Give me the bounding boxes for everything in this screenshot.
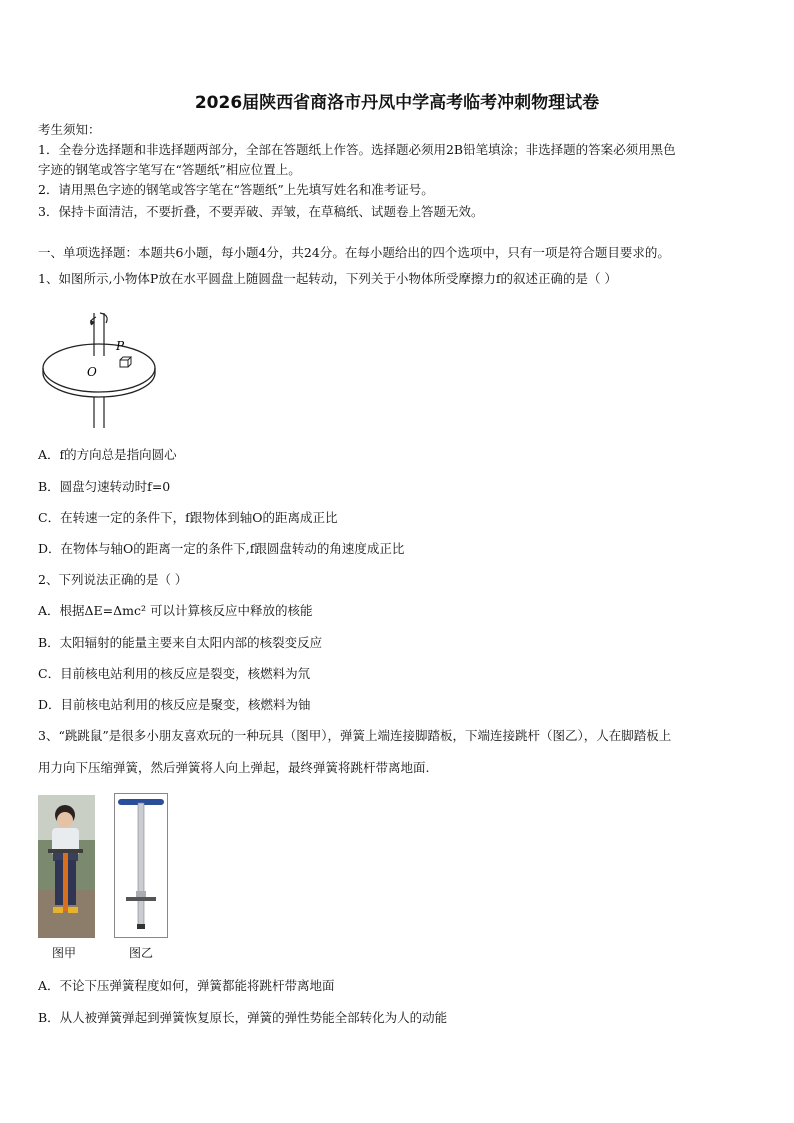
q3-option-b: B．从人被弹簧弹起到弹簧恢复原长，弹簧的弹性势能全部转化为人的动能 [38, 1010, 448, 1025]
caption-figure-b: 图乙 [129, 946, 154, 960]
q2-option-a: A．根据ΔE=Δmc² 可以计算核反应中释放的核能 [38, 603, 313, 618]
rotating-disc-figure [38, 303, 168, 433]
q3-option-a: A．不论下压弹簧程度如何，弹簧都能将跳杆带离地面 [38, 978, 335, 993]
label-o: O [87, 365, 97, 379]
question-3-stem-line2: 用力向下压缩弹簧，然后弹簧将人向上弹起，最终弹簧将跳杆带离地面. [38, 760, 430, 775]
caption-figure-a: 图甲 [52, 946, 77, 960]
q1-option-c: C．在转速一定的条件下，f跟物体到轴O的距离成正比 [38, 510, 338, 525]
notice-item: 3．保持卡面清洁，不要折叠，不要弄破、弄皱，在草稿纸、试题卷上答题无效。 [38, 204, 484, 219]
q2-option-d: D．目前核电站利用的核反应是聚变，核燃料为铀 [38, 697, 311, 712]
question-2-stem: 2、下列说法正确的是（ ） [38, 572, 188, 587]
q1-option-d: D．在物体与轴O的距离一定的条件下,f跟圆盘转动的角速度成正比 [38, 541, 405, 556]
notice-item: 字迹的钢笔或答字笔写在“答题纸”相应位置上。 [38, 162, 301, 177]
question-3-stem-line1: 3、“跳跳鼠”是很多小朋友喜欢玩的一种玩具（图甲），弹簧上端连接脚踏板，下端连接跳杆（图乙），人在脚踏板上 [38, 728, 672, 743]
notice-heading: 考生须知： [38, 122, 101, 137]
pogo-stick-figure [114, 793, 168, 938]
section-heading: 一、单项选择题：本题共6小题，每小题4分，共24分。在每小题给出的四个选项中，只有一项是符合题目要求的。 [38, 245, 670, 260]
q1-option-b: B．圆盘匀速转动时f=0 [38, 479, 171, 494]
question-1-stem: 1、如图所示,小物体P放在水平圆盘上随圆盘一起转动，下列关于小物体所受摩擦力f的叙述正确的是（ ） [38, 271, 617, 286]
label-p: P [116, 339, 125, 353]
q2-option-b: B．太阳辐射的能量主要来自太阳内部的核裂变反应 [38, 635, 323, 650]
notice-item: 2．请用黑色字迹的钢笔或答字笔在“答题纸”上先填写姓名和准考证号。 [38, 182, 434, 197]
q1-option-a: A．f的方向总是指向圆心 [38, 447, 177, 462]
child-pogo-photo [38, 795, 95, 938]
notice-item: 1．全卷分选择题和非选择题两部分，全部在答题纸上作答。选择题必须用2B铅笔填涂；非选择题的答案必须用黑色 [38, 142, 676, 157]
page-title: 2026届陕西省商洛市丹凤中学高考临考冲刺物理试卷 [194, 93, 600, 113]
q2-option-c: C．目前核电站利用的核反应是裂变，核燃料为氘 [38, 666, 311, 681]
